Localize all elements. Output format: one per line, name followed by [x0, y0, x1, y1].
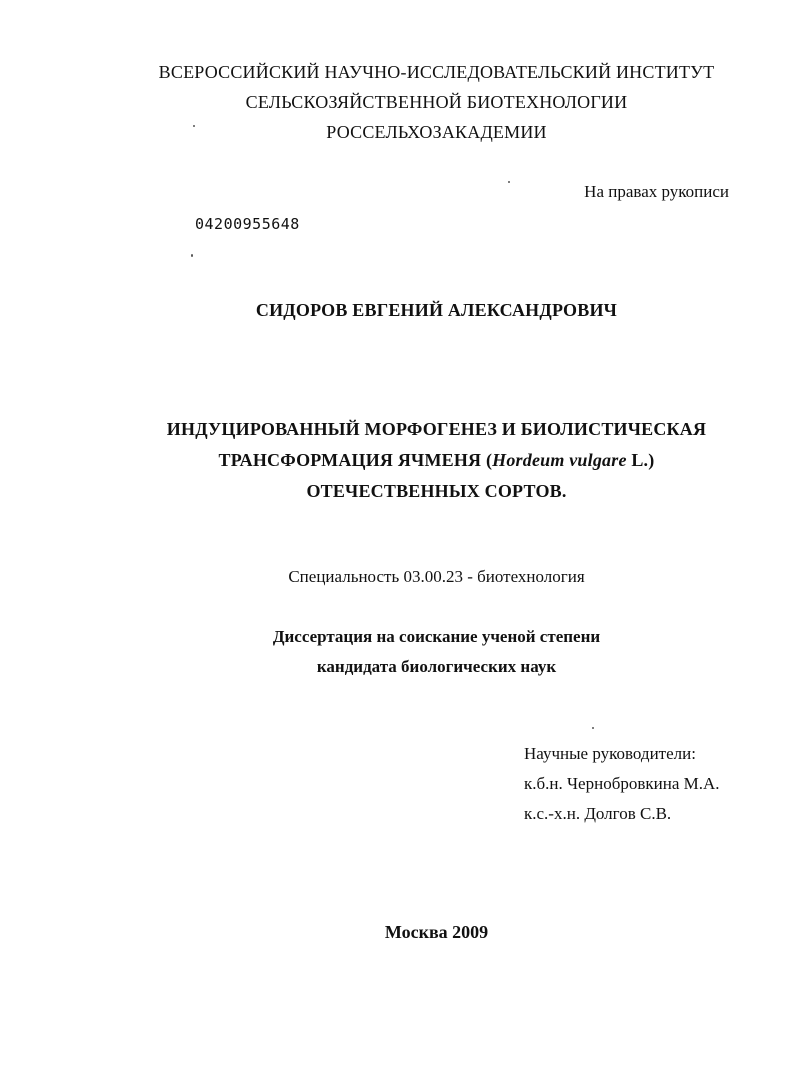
title-line-2-suffix: L.): [626, 450, 655, 470]
title-line-3: ОТЕЧЕСТВЕННЫХ СОРТОВ.: [306, 481, 567, 501]
rights-note: На правах рукописи: [584, 182, 729, 201]
supervisors-heading: Научные руководители:: [524, 744, 696, 763]
dissertation-line-1: Диссертация на соискание ученой степени: [272, 627, 601, 646]
institution-line-3: РОССЕЛЬХОЗАКАДЕМИИ: [326, 122, 547, 142]
title-latin-name: Hordeum vulgare: [492, 450, 627, 470]
dissertation-line-2: кандидата биологических наук: [316, 657, 557, 676]
specialty: Специальность 03.00.23 - биотехнология: [288, 567, 585, 586]
scan-speck: [191, 254, 193, 257]
supervisor-1: к.б.н. Чернобровкина М.А.: [524, 774, 720, 793]
supervisor-2: к.с.-х.н. Долгов С.В.: [524, 804, 672, 823]
catalog-code: 04200955648: [195, 215, 300, 233]
scan-speck: [592, 727, 594, 729]
title-line-2-prefix: ТРАНСФОРМАЦИЯ ЯЧМЕНЯ (: [218, 450, 493, 470]
scan-speck: [508, 181, 510, 183]
place-year: Москва 2009: [384, 922, 489, 942]
institution-line-1: ВСЕРОССИЙСКИЙ НАУЧНО-ИССЛЕДОВАТЕЛЬСКИЙ ИНСТИТУТ: [158, 62, 715, 82]
institution-line-2: СЕЛЬСКОЗЯЙСТВЕННОЙ БИОТЕХНОЛОГИИ: [245, 92, 628, 112]
author-name: СИДОРОВ ЕВГЕНИЙ АЛЕКСАНДРОВИЧ: [255, 300, 618, 320]
title-line-2: [40, 450, 793, 471]
scan-speck: [193, 125, 195, 127]
title-line-1: ИНДУЦИРОВАННЫЙ МОРФОГЕНЕЗ И БИОЛИСТИЧЕСКАЯ: [166, 419, 707, 439]
